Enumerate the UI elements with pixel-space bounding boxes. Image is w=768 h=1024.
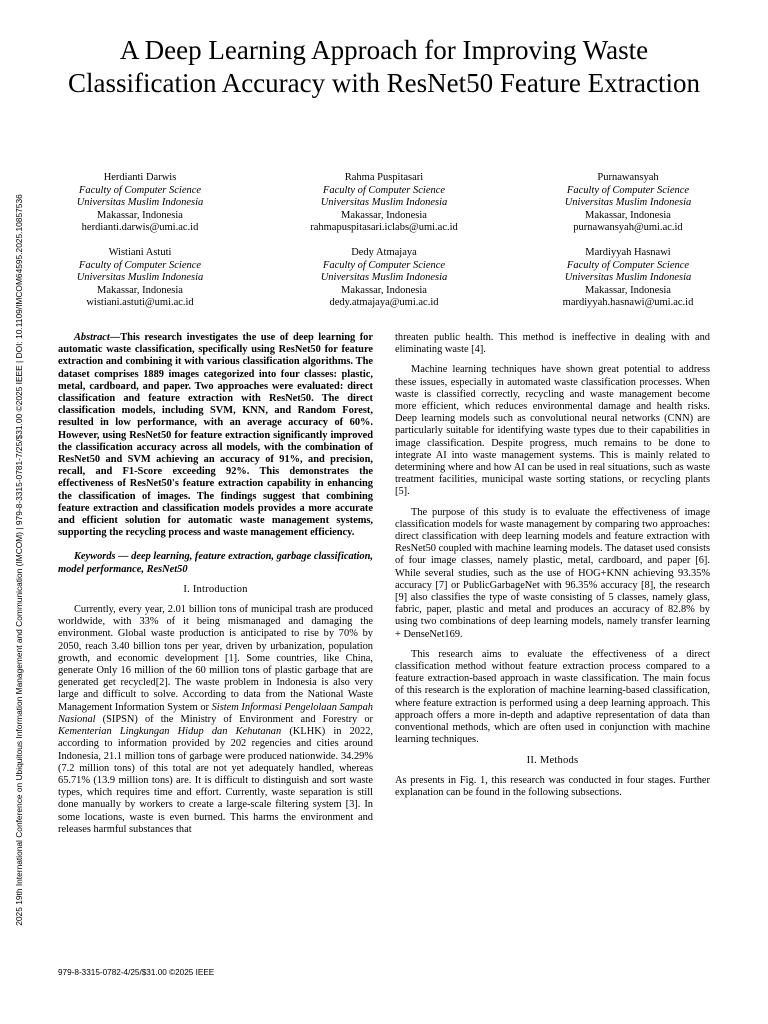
left-column	[58, 332, 373, 844]
author-affiliation: Faculty of Computer Science	[78, 184, 202, 196]
author-name: Mardiyyah Hasnawi	[585, 246, 671, 258]
author-card	[284, 247, 484, 310]
keywords: Keywords — deep learning, feature extraction, garbage classification, model performance, ResNet50	[58, 551, 374, 575]
author-university: Universitas Muslim Indonesia	[76, 197, 204, 209]
author-university: Universitas Muslim Indonesia	[564, 272, 692, 284]
abstract-text: This research investigates the use of deep learning for automatic waste classification, specifically using ResNet50 for feature extraction and combining it with various classification algorithms. The dataset comprises 1889 images categorized into four classes: plastic, metal, cardboard, and paper. Two approaches were evaluated: direct classification and feature extraction with ResNet50. The direct classification models, including SVM, KNN, and Random Forest, resulted in low performance, with an average accuracy of 60%. However, using ResNet50 for feature extraction significantly improved the classification accuracy across all models, with the combination of ResNet50 and SVM achieving an accuracy of 91%, and precision, recall, and F1-Score exceeding 92%. This demonstrates the effectiveness of ResNet50's feature extraction capability in enhancing the classification of images. The findings suggest that combining feature extraction and classification models provides a more accurate and efficient solution for automatic waste management systems, supporting the recycling process and waste management efficiency.	[58, 332, 373, 539]
author-name: Dedy Atmajaya	[351, 246, 417, 258]
intro-paragraph: Machine learning techniques have shown great potential to address these issues, especially in automated waste classification processes. When waste is classified correctly, recycling and waste management become more efficient, which reduces environmental damage and health risks. Deep learning models such as convolutional neural networks (CNN) are particularly suitable for identifying waste types due to their capabilities in image classification. Despite progress, much remains to be done to integrate AI into waste management systems. This is mainly related to determining where and how AI can be used in real situations, such as waste treatment facilities, municipal waste sorting stations, or recycling plants [5].	[395, 364, 710, 498]
intro-italic-term: Kementerian Lingkungan Hidup dan Kehutanan	[58, 726, 282, 738]
author-university: Universitas Muslim Indonesia	[76, 272, 204, 284]
author-card	[528, 172, 728, 235]
author-city: Makassar, Indonesia	[341, 209, 427, 221]
author-university: Universitas Muslim Indonesia	[320, 272, 448, 284]
author-email[interactable]: dedy.atmajaya@umi.ac.id	[329, 297, 439, 309]
right-column	[395, 332, 710, 807]
author-affiliation: Faculty of Computer Science	[566, 259, 690, 271]
abstract	[58, 332, 373, 539]
intro-paragraph: This research aims to evaluate the effectiveness of a direct classification method without feature extraction process compared to a feature extraction-based approach in waste classification. The main focus of this research is the exploration of machine learning-based classification, where feature extraction is performed using a deep learning approach. This approach offers a more in-depth and adaptive representation of data than conventional methods, which are often used in conjunction with machine learning techniques.	[395, 648, 710, 746]
methods-paragraph: As presents in Fig. 1, this research was conducted in four stages. Further explanation can be found in the following subsections.	[395, 774, 710, 798]
author-city: Makassar, Indonesia	[97, 284, 183, 296]
author-email[interactable]: herdianti.darwis@umi.ac.id	[81, 222, 199, 234]
author-card	[284, 172, 484, 235]
paper-title: A Deep Learning Approach for Improving Waste Classification Accuracy with ResNet50 Feature Extraction	[67, 35, 701, 98]
author-affiliation: Faculty of Computer Science	[566, 184, 690, 196]
intro-italic-term: Sistem Informasi Pengelolaan Sampah Nasional	[58, 701, 373, 725]
intro-paragraph: The purpose of this study is to evaluate the effectiveness of image classification models for waste management by comparing two approaches: direct classification with deep learning models and feature extraction with ResNet50 coupled with machine learning models. The dataset used consists of four image classes, namely plastic, metal, cardboard, and paper [6]. While several studies, such as the use of HOG+KNN achieving 93.35% accuracy [7] or PublicGarbageNet with 96.35% accuracy [8], the research [9] also classifies the type of waste consisting of 5 classes, namely glass, fabric, paper, plastic and metal and produces an accuracy of 82.8% by using two combinations of deep learning models, namely transfer learning + DenseNet169.	[395, 506, 710, 640]
author-affiliation: Faculty of Computer Science	[78, 259, 202, 271]
author-city: Makassar, Indonesia	[585, 284, 671, 296]
author-name: Herdianti Darwis	[103, 172, 177, 183]
author-email[interactable]: purnawansyah@umi.ac.id	[573, 222, 683, 234]
abstract-label: Abstract—	[74, 332, 121, 343]
intro-text: (KLHK) in 2022, according to information provided by 202 regencies and cities around Indonesia, 21.1 million tons of garbage were produced nationwide. 34.29% (7.2 million tons) of this total are not yet adequately handled, whereas 65.71% (13.9 million tons) are. It is difficult to distinguish and sort waste types, which requires time and effort. Currently, waste separation is still done manually by workers to create a large-scale filtering system [3]. In some locations, waste is even burned. This harms the environment and releases harmful substances that	[58, 726, 373, 835]
author-city: Makassar, Indonesia	[97, 209, 183, 221]
author-card	[40, 247, 240, 310]
author-name: Wistiani Astuti	[108, 246, 172, 258]
author-row	[40, 247, 728, 310]
intro-text: Currently, every year, 2.01 billion tons of municipal trash are produced worldwide, with 33% of it being mismanaged and damaging the environment. Global waste production is anticipated to rise by 70% by 2050, reach 3.40 billion tons per year, driven by urbanization, population growth, and economic development [1]. Some countries, like China, generate Only 16 million of the 60 million tons of plastic garbage that are generated get recycled[2]. The waste problem in Indonesia is also very large and difficult to solve. According to data from the National Waste Management Information System or	[58, 604, 373, 713]
author-email[interactable]: wistiani.astuti@umi.ac.id	[86, 297, 194, 309]
intro-text: (SIPSN) of the Ministry of Environment and Forestry or	[102, 713, 373, 725]
author-university: Universitas Muslim Indonesia	[320, 197, 448, 209]
author-affiliation: Faculty of Computer Science	[322, 259, 446, 271]
author-city: Makassar, Indonesia	[341, 284, 427, 296]
author-name: Purnawansyah	[597, 172, 659, 183]
author-card	[528, 247, 728, 310]
author-block	[40, 172, 728, 322]
intro-paragraph-continued: threaten public health. This method is ineffective in dealing with and eliminating waste [4].	[395, 332, 710, 356]
author-row	[40, 172, 728, 235]
author-card	[40, 172, 240, 235]
author-affiliation: Faculty of Computer Science	[322, 184, 446, 196]
author-city: Makassar, Indonesia	[585, 209, 671, 221]
doi-sidebar	[12, 160, 26, 960]
section-heading-methods: II. Methods	[526, 754, 579, 766]
author-email[interactable]: rahmapuspitasari.iclabs@umi.ac.id	[310, 222, 458, 234]
doi-sidebar-text: 2025 19th International Conference on Ubiquitous Information Management and Communication (IMCOM) | 979-8-3315-0781-7/25/$31.00 ©2025 IEEE | DOI: 10.1109/IMCOM64595.2025.10857536	[14, 194, 24, 926]
author-name: Rahma Puspitasari	[344, 172, 424, 183]
copyright-footer: 979-8-3315-0782-4/25/$31.00 ©2025 IEEE	[58, 968, 215, 977]
intro-paragraph	[58, 604, 373, 836]
author-email[interactable]: mardiyyah.hasnawi@umi.ac.id	[562, 297, 694, 309]
section-heading-introduction: I. Introduction	[183, 583, 248, 595]
author-university: Universitas Muslim Indonesia	[564, 197, 692, 209]
